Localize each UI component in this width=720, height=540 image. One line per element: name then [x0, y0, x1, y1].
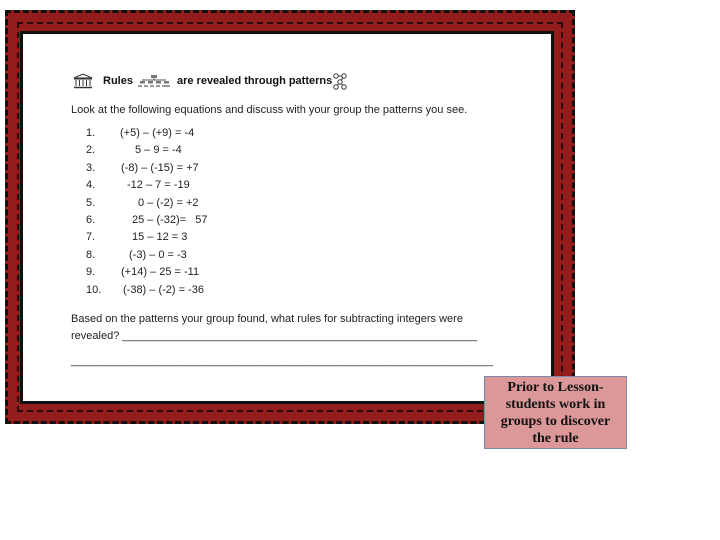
equation-text: 15 – 12 = 3: [132, 231, 188, 244]
stray-mark: -: [79, 396, 82, 404]
equation-text: (-3) – 0 = -3: [129, 248, 187, 261]
equation-text: -12 – 7 = -19: [127, 179, 190, 192]
equation-text: (-8) – (-15) = +7: [121, 161, 199, 174]
equation-number: 9.: [86, 266, 96, 279]
equation-number: 8.: [86, 248, 96, 261]
equation-number: 2.: [86, 144, 96, 157]
equation-number: 4.: [86, 179, 96, 192]
title-prefix: Rules: [103, 75, 133, 87]
network-nodes-icon: [332, 72, 348, 90]
equation-number: 10.: [86, 283, 102, 296]
answer-blank-line: _____________________________________________________________________: [71, 355, 494, 367]
equation-text: 25 – (-32)= 57: [132, 213, 208, 226]
question-line-1: Based on the patterns your group found, what rules for subtracting integers were: [71, 313, 463, 325]
equation-text: (+14) – 25 = -11: [121, 266, 200, 279]
lesson-note-callout: [484, 376, 627, 449]
instructions: Look at the following equations and discuss with your group the patterns you see.: [71, 104, 468, 116]
question-prompt: [71, 311, 477, 345]
question-line-2: revealed? __________________________________________________________: [71, 330, 478, 342]
equation-text: 5 – 9 = -4: [135, 144, 182, 157]
equation-number: 7.: [86, 231, 96, 244]
equation-number: 1.: [86, 127, 96, 139]
equation-number: 3.: [86, 161, 96, 174]
hierarchy-chart-icon: [137, 74, 171, 88]
equation-number: 5.: [86, 196, 96, 209]
columns-building-icon: [73, 73, 93, 89]
lesson-note-text: Prior to Lesson-students work in groups to discover the rule: [500, 379, 611, 446]
worksheet-title: [73, 70, 348, 92]
title-suffix: are revealed through patterns: [176, 75, 333, 87]
worksheet: [20, 31, 554, 404]
equation-text: 0 – (-2) = +2: [138, 196, 199, 209]
equation-text: (+5) – (+9) = -4: [120, 127, 195, 139]
equation-text: (-38) – (-2) = -36: [123, 283, 204, 296]
equation-number: 6.: [86, 213, 96, 226]
